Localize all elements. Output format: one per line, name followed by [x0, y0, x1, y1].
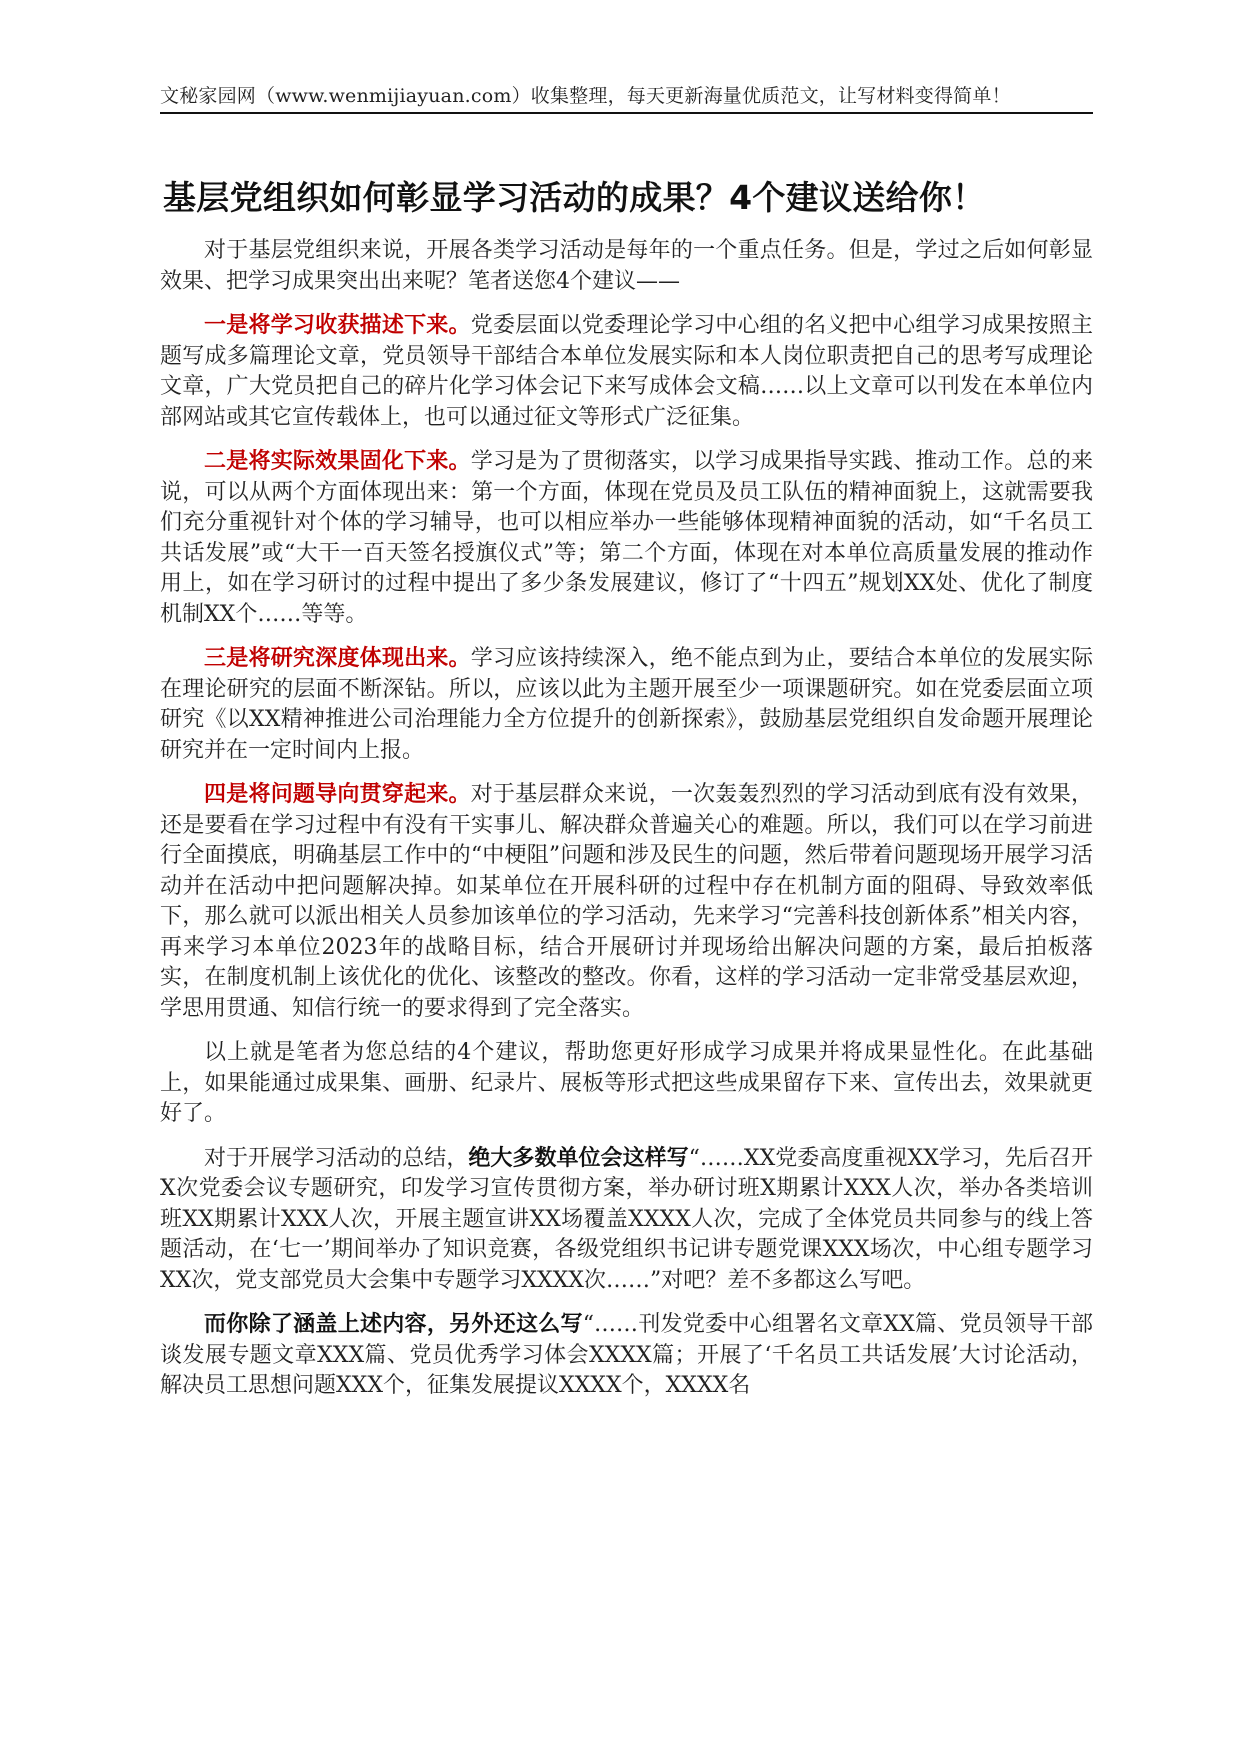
paragraph-suggestion-3: [160, 644, 1093, 766]
paragraph-suggestion-4: [160, 780, 1093, 1024]
suggestion-4-heading: 四是将问题导向贯穿起来。: [204, 782, 471, 807]
suggestion-2-heading: 二是将实际效果固化下来。: [204, 449, 471, 474]
better-summary-emphasis: 而你除了涵盖上述内容，另外还这么写: [204, 1312, 583, 1337]
paragraph-suggestion-1: [160, 311, 1093, 433]
suggestion-1-text: 党委层面以党委理论学习中心组的名义把中心组学习成果按照主题写成多篇理论文章，党员领导干部结合本单位发展实际和本人岗位职责把自己的思考写成理论文章，广大党员把自己的碎片化学习体会记下来写成体会文稿……以上文章可以刊发在本单位内部网站或其它宣传载体上，也可以通过征文等形式广泛征集。: [160, 313, 1093, 430]
paragraph-better-summary: [160, 1310, 1093, 1402]
paragraph-common-summary: [160, 1144, 1093, 1297]
paragraph-suggestion-2: [160, 447, 1093, 630]
suggestion-3-text: 学习应该持续深入，绝不能点到为止，要结合本单位的发展实际在理论研究的层面不断深钻。所以，应该以此为主题开展至少一项课题研究。如在党委层面立项研究《以XX精神推进公司治理能力全方位提升的创新探索》，鼓励基层党组织自发命题开展理论研究并在一定时间内上报。: [160, 646, 1093, 763]
common-summary-text: “……XX党委高度重视XX学习，先后召开X次党委会议专题研究，印发学习宣传贯彻方案，举办研讨班X期累计XXX人次，举办各类培训班XX期累计XXX人次，开展主题宣讲XX场覆盖XXXX人次，完成了全体党员共同参与的线上答题活动，在‘七一’期间举办了知识竞赛，各级党组织书记讲专题党课XXX场次，中心组专题学习XX次，党支部党员大会集中专题学习XXXX次……”对吧？差不多都这么写吧。: [160, 1145, 1093, 1293]
document-body: [160, 236, 1093, 1416]
suggestion-3-heading: 三是将研究深度体现出来。: [204, 646, 471, 671]
paragraph-intro: 对于基层党组织来说，开展各类学习活动是每年的一个重点任务。但是，学过之后如何彰显效果、把学习成果突出出来呢？笔者送您4个建议——: [160, 238, 1093, 294]
suggestion-4-text: 对于基层群众来说，一次轰轰烈烈的学习活动到底有没有效果，还是要看在学习过程中有没有干实事儿、解决群众普遍关心的难题。所以，我们可以在学习前进行全面摸底，明确基层工作中的“中梗阻”问题和涉及民生的问题，然后带着问题现场开展学习活动并在活动中把问题解决掉。如某单位在开展科研的过程中存在机制方面的阻碍、导致效率低下，那么就可以派出相关人员参加该单位的学习活动，先来学习“完善科技创新体系”相关内容，再来学习本单位2023年的战略目标，结合开展研讨并现场给出解决问题的方案，最后拍板落实，在制度机制上该优化的优化、该整改的整改。你看，这样的学习活动一定非常受基层欢迎，学思用贯通、知信行统一的要求得到了完全落实。: [160, 782, 1093, 1021]
suggestion-2-text: 学习是为了贯彻落实，以学习成果指导实践、推动工作。总的来说，可以从两个方面体现出来：第一个方面，体现在党员及员工队伍的精神面貌上，这就需要我们充分重视针对个体的学习辅导，也可以相应举办一些能够体现精神面貌的活动，如“千名员工共话发展”或“大干一百天签名授旗仪式”等；第二个方面，体现在对本单位高质量发展的推动作用上，如在学习研讨的过程中提出了多少条发展建议，修订了“十四五”规划XX处、优化了制度机制XX个……等等。: [160, 449, 1093, 627]
common-summary-intro: 对于开展学习活动的总结，: [204, 1145, 469, 1171]
suggestion-1-heading: 一是将学习收获描述下来。: [204, 313, 471, 338]
better-summary-text: “……刊发党委中心组署名文章XX篇、党员领导干部谈发展专题文章XXX篇、党员优秀学习体会XXXX篇；开展了‘千名员工共话发展’大讨论活动，解决员工思想问题XXX个，征集发展提议XXXX个，XXXX名: [160, 1312, 1093, 1398]
common-summary-emphasis: 绝大多数单位会这样写: [468, 1145, 689, 1171]
header-rule: [160, 112, 1093, 114]
paragraph-summary: 以上就是笔者为您总结的4个建议，帮助您更好形成学习成果并将成果显性化。在此基础上，如果能通过成果集、画册、纪录片、展板等形式把这些成果留存下来、宣传出去，效果就更好了。: [160, 1040, 1093, 1126]
document-title: 基层党组织如何彰显学习活动的成果？4个建议送给你！: [163, 178, 986, 217]
page-header: 文秘家园网（www.wenmijiayuan.com）收集整理，每天更新海量优质范文，让写材料变得简单！: [160, 85, 1011, 107]
